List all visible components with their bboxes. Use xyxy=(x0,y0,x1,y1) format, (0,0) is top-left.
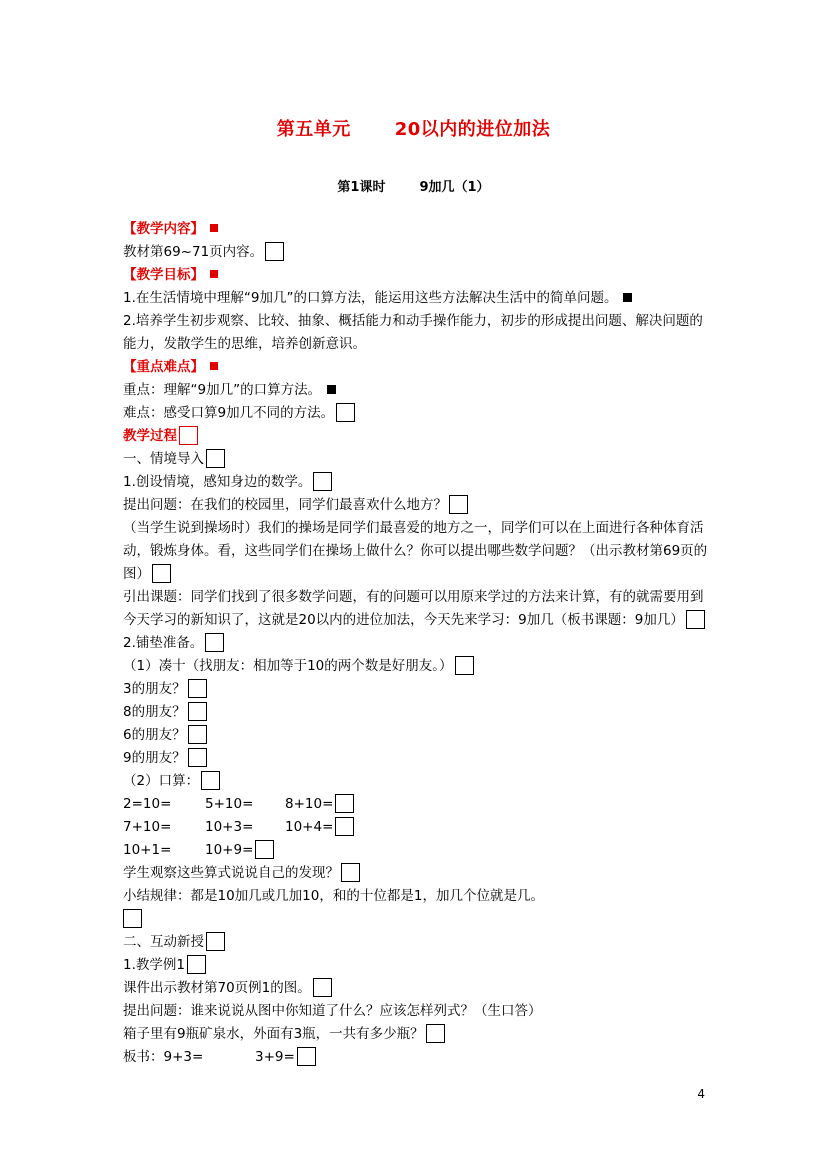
process-paragraph: （当学生说到操场时）我们的操场是同学们最喜爱的地方之一，同学们可以在上面进行各种体育活动，锻炼身体。看，这些同学们在操场上做什么？你可以提出哪些数学问题？（出示教材第69页的图） xyxy=(123,520,708,582)
page-number: 4 xyxy=(697,1087,705,1101)
difficult-point: 难点：感受口算9加几不同的方法。 xyxy=(123,402,713,425)
key-point: 重点：理解“9加几”的口算方法。 xyxy=(123,379,713,402)
red-square-icon xyxy=(210,270,218,278)
lesson-title xyxy=(0,176,827,195)
red-square-icon xyxy=(210,224,218,232)
goal-2: 2.培养学生初步观察、比较、抽象、概括能力和动手操作能力，初步的形成提出问题、解决问题的能力，发散学生的思维，培养创新意识。 xyxy=(123,313,703,352)
checkbox[interactable] xyxy=(255,840,274,859)
checkbox[interactable] xyxy=(313,472,332,491)
lesson-body xyxy=(123,218,713,1069)
process-step: 一、情境导入 xyxy=(123,448,713,471)
checkbox[interactable] xyxy=(336,403,355,422)
process-step: （2）口算： xyxy=(123,770,713,793)
friend-question: 3的朋友？ xyxy=(123,678,713,701)
checkbox[interactable] xyxy=(449,495,468,514)
process-step: 2.铺垫准备。 xyxy=(123,632,713,655)
process-step: 1.教学例1 xyxy=(123,954,713,977)
section-goal-heading: 【教学目标】 xyxy=(123,264,713,287)
checkbox[interactable] xyxy=(335,817,354,836)
checkbox[interactable] xyxy=(426,1024,445,1043)
unit-title xyxy=(0,115,827,141)
process-step: （1）凑十（找朋友：相加等于10的两个数是好朋友。） xyxy=(123,655,713,678)
content-text: 教材第69~71页内容。 xyxy=(123,241,713,264)
red-square-icon xyxy=(210,362,218,370)
summary-checkbox-row xyxy=(123,908,713,931)
checkbox[interactable] xyxy=(152,564,171,583)
section-content-heading: 【教学内容】 xyxy=(123,218,713,241)
lesson-label: 第1课时 xyxy=(337,180,386,195)
checkbox[interactable] xyxy=(335,794,354,813)
process-step: 二、互动新授 xyxy=(123,931,713,954)
process-step: 提出问题：谁来说说从图中你知道了什么？应该怎样列式？（生口答） xyxy=(123,1003,542,1019)
friend-question: 8的朋友？ xyxy=(123,701,713,724)
section-key-heading: 【重点难点】 xyxy=(123,356,713,379)
calc-row: 2=10= 5+10= 8+10= xyxy=(123,793,713,816)
checkbox[interactable] xyxy=(188,748,207,767)
goal-1: 1.在生活情境中理解“9加几”的口算方法，能运用这些方法解决生活中的简单问题。 xyxy=(123,287,713,310)
checkbox[interactable] xyxy=(123,909,142,928)
checkbox[interactable] xyxy=(206,932,225,951)
black-square-icon xyxy=(623,293,632,302)
lesson-topic: 9加几（1） xyxy=(419,180,490,195)
calc-row: 10+1= 10+9= xyxy=(123,839,713,862)
checkbox[interactable] xyxy=(188,725,207,744)
checkbox[interactable] xyxy=(265,242,284,261)
section-process-heading: 教学过程 xyxy=(123,425,713,448)
friend-question: 6的朋友？ xyxy=(123,724,713,747)
summary-rule: 小结规律：都是10加几或几加10，和的十位都是1，加几个位就是几。 xyxy=(123,888,544,904)
checkbox[interactable] xyxy=(188,702,207,721)
process-step: 1.创设情境，感知身边的数学。 xyxy=(123,471,713,494)
checkbox[interactable] xyxy=(179,426,198,445)
process-step: 课件出示教材第70页例1的图。 xyxy=(123,977,713,1000)
friend-question: 9的朋友？ xyxy=(123,747,713,770)
checkbox[interactable] xyxy=(297,1047,316,1066)
process-step: 箱子里有9瓶矿泉水，外面有3瓶，一共有多少瓶？ xyxy=(123,1023,713,1046)
checkbox[interactable] xyxy=(313,978,332,997)
checkbox[interactable] xyxy=(201,771,220,790)
calc-row: 7+10= 10+3= 10+4= xyxy=(123,816,713,839)
checkbox[interactable] xyxy=(341,863,360,882)
unit-label: 第五单元 xyxy=(276,119,351,140)
checkbox[interactable] xyxy=(455,656,474,675)
board-writing: 板书：9+3= 3+9= xyxy=(123,1046,713,1069)
process-paragraph: 引出课题：同学们找到了很多数学问题，有的问题可以用原来学过的方法来计算，有的就需要用到今天学习的新知识了，这就是20以内的进位加法，今天先来学习：9加几（板书课题：9加几） xyxy=(123,589,704,628)
black-square-icon xyxy=(327,385,336,394)
checkbox[interactable] xyxy=(206,449,225,468)
process-step: 学生观察这些算式说说自己的发现？ xyxy=(123,862,713,885)
unit-topic: 20以内的进位加法 xyxy=(394,119,551,140)
checkbox[interactable] xyxy=(205,633,224,652)
checkbox[interactable] xyxy=(187,955,206,974)
checkbox[interactable] xyxy=(188,679,207,698)
checkbox[interactable] xyxy=(686,610,705,629)
process-step: 提出问题：在我们的校园里，同学们最喜欢什么地方？ xyxy=(123,494,713,517)
